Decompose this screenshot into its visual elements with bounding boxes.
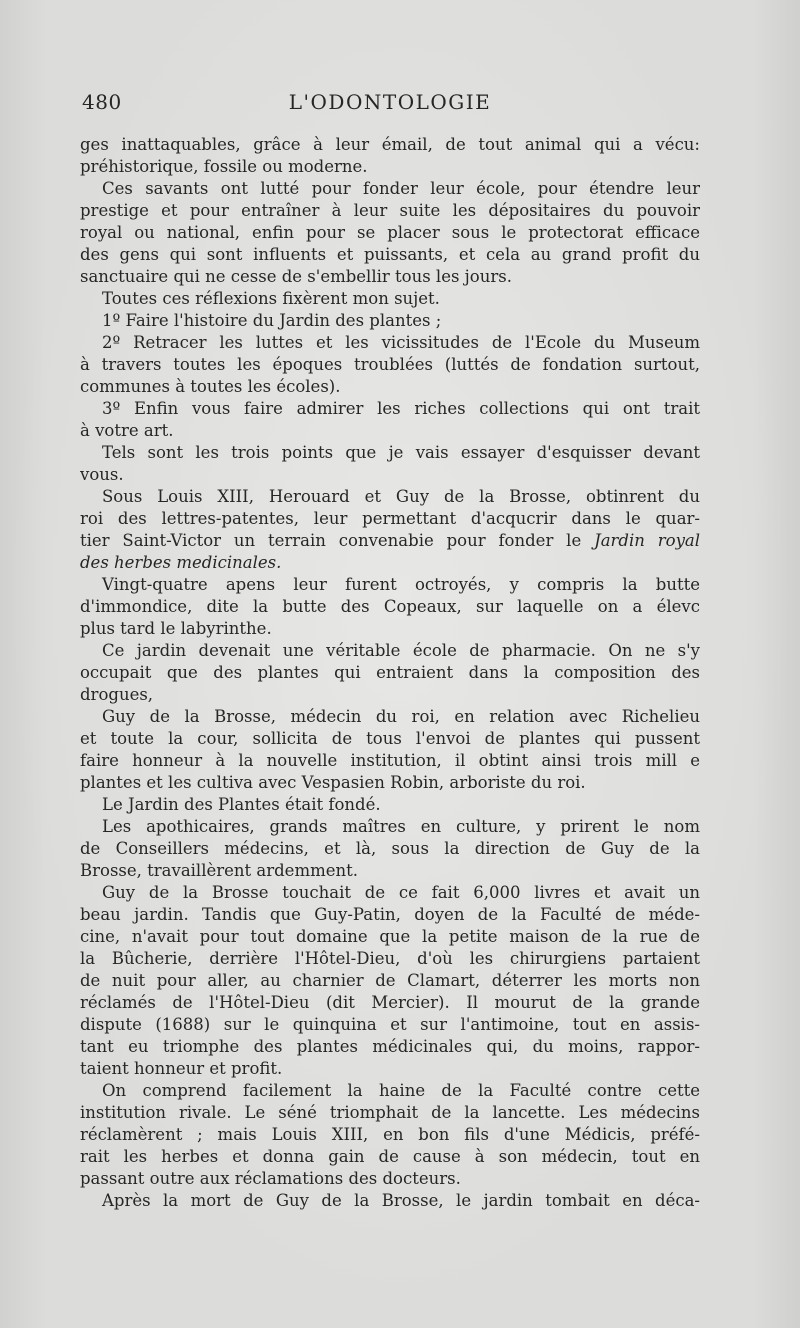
text-line-content: et toute la cour, sollicita de tous l'envoi de plantes qui pussent bbox=[80, 729, 700, 748]
text-line-content: occupait que des plantes qui entraient dans la composition des bbox=[80, 663, 700, 682]
text-line bbox=[80, 640, 700, 662]
text-line bbox=[80, 134, 700, 156]
text-line bbox=[80, 376, 700, 398]
text-line-content: à votre art. bbox=[80, 421, 174, 440]
text-line-content: de nuit pour aller, au charnier de Clamart, déterrer les morts non bbox=[80, 971, 700, 990]
journal-title: L'ODONTOLOGIE bbox=[288, 90, 492, 114]
text-line bbox=[80, 1014, 700, 1036]
text-line-content: d'immondice, dite la butte des Copeaux, sur laquelle on a élevc bbox=[80, 597, 700, 616]
text-line bbox=[80, 926, 700, 948]
text-line-content: sanctuaire qui ne cesse de s'embellir tous les jours. bbox=[80, 267, 512, 286]
page-number: 480 bbox=[82, 90, 122, 114]
text-line bbox=[80, 1058, 700, 1080]
text-line-content: tant eu triomphe des plantes médicinales qui, du moins, rappor- bbox=[80, 1037, 700, 1056]
text-line-content: Après la mort de Guy de la Brosse, le jardin tombait en déca- bbox=[102, 1191, 700, 1210]
text-line-content: cine, n'avait pour tout domaine que la petite maison de la rue de bbox=[80, 927, 700, 946]
text-line bbox=[80, 1124, 700, 1146]
text-line-content: dispute (1688) sur le quinquina et sur l'antimoine, tout en assis- bbox=[80, 1015, 700, 1034]
text-line-content: Toutes ces réflexions fixèrent mon sujet. bbox=[102, 289, 440, 308]
text-line-content: Ce jardin devenait une véritable école de pharmacie. On ne s'y bbox=[102, 641, 700, 660]
text-line bbox=[80, 618, 700, 640]
text-line bbox=[80, 1190, 700, 1212]
text-line-content: tier Saint-Victor un terrain convenabie pour fonder le bbox=[80, 531, 595, 550]
text-line-content: drogues, bbox=[80, 685, 154, 704]
text-line bbox=[80, 420, 700, 442]
text-line-content: de Conseillers médecins, et là, sous la direction de Guy de la bbox=[80, 839, 700, 858]
text-line-content: roi des lettres-patentes, leur permettant d'acqucrir dans le quar- bbox=[80, 509, 700, 528]
text-line-content: On comprend facilement la haine de la Faculté contre cette bbox=[102, 1081, 700, 1100]
text-line bbox=[80, 574, 700, 596]
text-line bbox=[80, 486, 700, 508]
text-line bbox=[80, 1036, 700, 1058]
text-line-content: faire honneur à la nouvelle institution, il obtint ainsi trois mill e bbox=[80, 751, 700, 770]
text-line bbox=[80, 838, 700, 860]
text-line bbox=[80, 222, 700, 244]
text-line bbox=[80, 1146, 700, 1168]
text-line-content: 2º Retracer les luttes et les vicissitudes de l'Ecole du Museum bbox=[102, 333, 700, 352]
text-line bbox=[80, 398, 700, 420]
text-line bbox=[80, 772, 700, 794]
text-line-content: préhistorique, fossile ou moderne. bbox=[80, 157, 368, 176]
text-line bbox=[80, 354, 700, 376]
text-line-content: vous. bbox=[80, 465, 124, 484]
text-line bbox=[80, 816, 700, 838]
text-line-content: réclamèrent ; mais Louis XIII, en bon fils d'une Médicis, préfé- bbox=[80, 1125, 700, 1144]
text-line bbox=[80, 992, 700, 1014]
text-line-content: plus tard le labyrinthe. bbox=[80, 619, 272, 638]
text-line bbox=[80, 728, 700, 750]
text-line bbox=[80, 332, 700, 354]
text-line-content: plantes et les cultiva avec Vespasien Robin, arboriste du roi. bbox=[80, 773, 586, 792]
text-line-content: Guy de la Brosse touchait de ce fait 6,000 livres et avait un bbox=[102, 883, 700, 902]
running-head bbox=[82, 90, 698, 118]
italic-phrase: des herbes medicinales. bbox=[80, 553, 282, 572]
text-line bbox=[80, 1080, 700, 1102]
text-line bbox=[80, 244, 700, 266]
text-line bbox=[80, 156, 700, 178]
text-line bbox=[80, 882, 700, 904]
text-line-content: Le Jardin des Plantes était fondé. bbox=[102, 795, 381, 814]
text-line-content: Brosse, travaillèrent ardemment. bbox=[80, 861, 359, 880]
text-line-content: Guy de la Brosse, médecin du roi, en relation avec Richelieu bbox=[102, 707, 700, 726]
text-line-content: réclamés de l'Hôtel-Dieu (dit Mercier). Il mourut de la grande bbox=[80, 993, 700, 1012]
text-line bbox=[80, 948, 700, 970]
text-line bbox=[80, 288, 700, 310]
text-line bbox=[80, 1168, 700, 1190]
text-line-content: beau jardin. Tandis que Guy-Patin, doyen de la Faculté de méde- bbox=[80, 905, 700, 924]
text-line bbox=[80, 1102, 700, 1124]
text-line bbox=[80, 794, 700, 816]
text-line-content: Ces savants ont lutté pour fonder leur école, pour étendre leur bbox=[102, 179, 700, 198]
text-line-content: Les apothicaires, grands maîtres en culture, y prirent le nom bbox=[102, 817, 700, 836]
text-line-content: prestige et pour entraîner à leur suite les dépositaires du pouvoir bbox=[80, 201, 700, 220]
text-line bbox=[80, 552, 700, 574]
text-line-content: taient honneur et profit. bbox=[80, 1059, 283, 1078]
text-line-content: rait les herbes et donna gain de cause à son médecin, tout en bbox=[80, 1147, 700, 1166]
text-line bbox=[80, 178, 700, 200]
text-line bbox=[80, 464, 700, 486]
text-line bbox=[80, 684, 700, 706]
text-line-content: Vingt-quatre apens leur furent octroyés, y compris la butte bbox=[102, 575, 700, 594]
text-line bbox=[80, 310, 700, 332]
italic-phrase: Jardin royal bbox=[594, 531, 700, 550]
body-text bbox=[80, 134, 700, 1212]
text-line bbox=[80, 530, 700, 552]
text-line bbox=[80, 442, 700, 464]
text-line-content: la Bûcherie, derrière l'Hôtel-Dieu, d'où les chirurgiens partaient bbox=[80, 949, 700, 968]
text-line bbox=[80, 200, 700, 222]
text-line bbox=[80, 266, 700, 288]
text-line-content: royal ou national, enfin pour se placer sous le protectorat efficace bbox=[80, 223, 700, 242]
text-line bbox=[80, 596, 700, 618]
text-line-content: 1º Faire l'histoire du Jardin des plantes ; bbox=[102, 311, 442, 330]
text-line bbox=[80, 860, 700, 882]
text-line-content: à travers toutes les époques troublées (luttés de fondation surtout, bbox=[80, 355, 700, 374]
text-line-content: Sous Louis XIII, Herouard et Guy de la Brosse, obtinrent du bbox=[102, 487, 700, 506]
text-line-content: ges inattaquables, grâce à leur émail, de tout animal qui a vécu: bbox=[80, 135, 700, 154]
text-line bbox=[80, 706, 700, 728]
text-line-content: passant outre aux réclamations des docteurs. bbox=[80, 1169, 461, 1188]
text-line-content: communes à toutes les écoles). bbox=[80, 377, 341, 396]
text-line bbox=[80, 750, 700, 772]
text-line bbox=[80, 508, 700, 530]
text-line-content: Tels sont les trois points que je vais essayer d'esquisser devant bbox=[102, 443, 700, 462]
text-line bbox=[80, 970, 700, 992]
text-line bbox=[80, 662, 700, 684]
text-line-content: 3º Enfin vous faire admirer les riches collections qui ont trait bbox=[102, 399, 700, 418]
text-line-content: institution rivale. Le séné triomphait de la lancette. Les médecins bbox=[80, 1103, 700, 1122]
text-line bbox=[80, 904, 700, 926]
text-line-content: des gens qui sont influents et puissants, et cela au grand profit du bbox=[80, 245, 700, 264]
